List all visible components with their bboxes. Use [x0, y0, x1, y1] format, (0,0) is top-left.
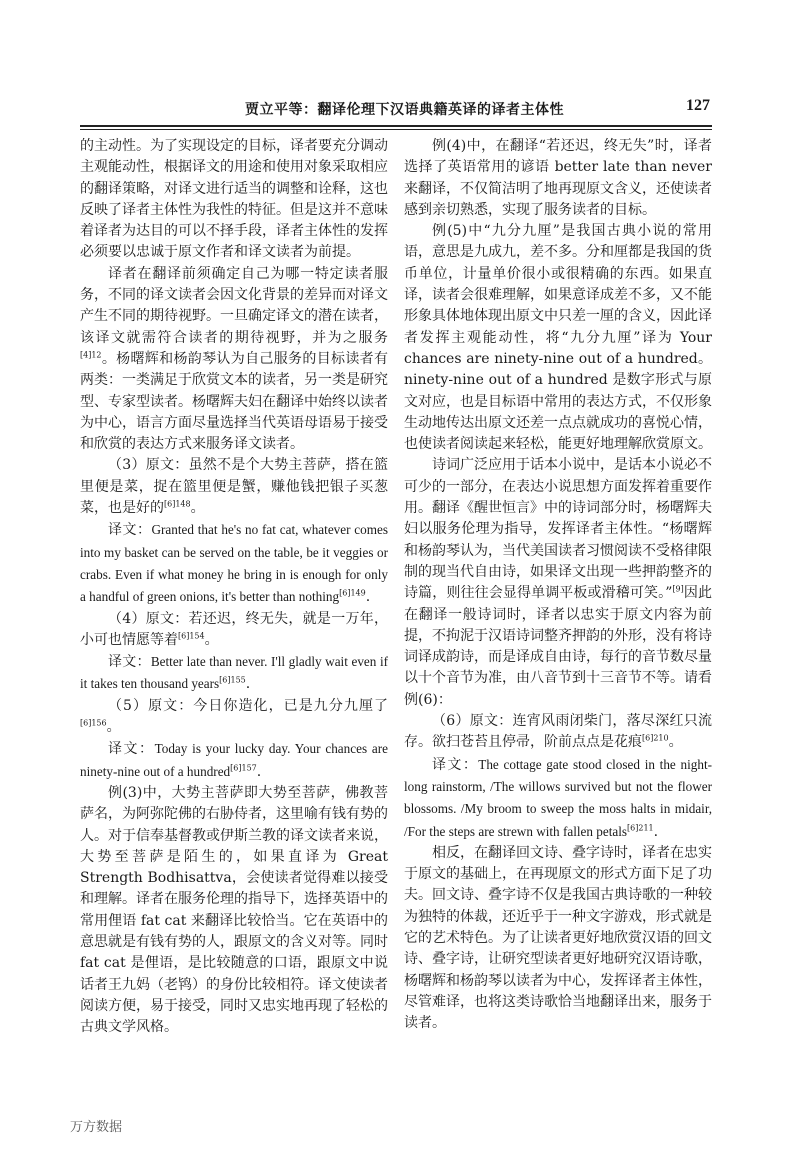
example-5-source: （5）原文：今日你造化，已是九分九厘了$^{[6]156}$。: [80, 697, 388, 736]
paragraph: 的主动性。为了实现设定的目标，译者要充分调动主观能动性，根据译文的用途和使用对象采取相应的翻译策略，对译文进行适当的调整和诠释，这也反映了译者主体性为我性的特征。但是这并不意味着译者为达目的可以不择手段，译者主体性的发挥必须要以忠诚于原文作者和译文读者为前提。: [80, 138, 388, 261]
paragraph: 相反，在翻译回文诗、叠字诗时，译者在忠实于原文的基础上，在再现原文的形式方面下足了功夫。回文诗、叠字诗不仅是我国古典诗歌的一种较为独特的体裁，还近乎于一种文字游戏，形式就是它的艺术特色。为了让读者更好地欣赏汉语的回文诗、叠字诗，让研究型读者更好地研究汉语诗歌，杨曙辉和杨韵琴以读者为中心，发挥译者主体性，尽管难译，也将这类诗歌恰当地翻译出来，服务于读者。: [404, 844, 712, 1032]
citation: [6]154: [178, 631, 205, 641]
citation: [6]148: [164, 499, 191, 509]
example-6-translation: 译文：The cottage gate stood closed in the night-long rainstorm, /The willows survived but not the flower blossoms. /My broom to sweep the moss halts in midair, /For the steps are strewn with fallen petals$^{[6]211}$.: [404, 756, 713, 840]
example-3-source: （3）原文：虽然不是个大势主菩萨，搭在篮里便是菜，捉在篮里便是蟹，赚他钱把银子买葱菜，也是好的$^{[6]148}$。: [80, 457, 388, 517]
example-5-translation: 译文：Today is your lucky day. Your chances are ninety-nine out of a hundred$^{[6]157}$.: [80, 741, 389, 780]
paragraph: 例(4)中，在翻译“若还迟，终无失”时，译者选择了英语常用的谚语 better late than never 来翻译，不仅简洁明了地再现原文含义，还使读者感到亲切熟悉，实现了服务读者的目标。: [404, 138, 712, 218]
citation: [6]156: [80, 718, 107, 728]
right-column: [404, 136, 712, 1034]
citation: [6]210: [642, 733, 669, 743]
watermark: 万方数据: [70, 1120, 123, 1135]
citation: [4]12: [80, 350, 102, 360]
citation: [6]155: [219, 675, 246, 685]
running-title: 贾立平等：翻译伦理下汉语典籍英译的译者主体性: [245, 102, 564, 118]
citation: [6]211: [627, 822, 654, 832]
running-header: [80, 94, 712, 124]
paragraph: 例(3)中，大势主菩萨即大势至菩萨，佛教菩萨名，为阿弥陀佛的右胁侍者，这里喻有钱有势的人。对于信奉基督教或伊斯兰教的译文读者来说，大势至菩萨是陌生的，如果直译为 Great Strength Bodhisattva，会使读者觉得难以接受和理解。译者在服务伦理的指导下，选择英语中的常用俚语 fat cat 来翻译比较恰当。它在英语中的意思就是有钱有势的人，跟原文的含义对等。同时 fat cat 是俚语，是比较随意的口语，跟原文中说话者王九妈（老鸨）的身份比较相符。译文使读者阅读方便，易于接受，同时又忠实地再现了轻松的古典文学风格。: [80, 784, 388, 1036]
citation: [6]149: [339, 588, 366, 598]
page-number: 127: [686, 97, 710, 114]
citation: [6]157: [230, 762, 257, 772]
example-3-translation: 译文：Granted that he's no fat cat, whatever comes into my basket can be served on the table, be it veggies or crabs. Even if what money he bring in is enough for only a handful of green onions, it's better than nothing$^{[6]149}$.: [80, 522, 389, 606]
example-4-translation: 译文：Better late than never. I'll gladly wait even if it takes ten thousand years$^{[6]155}$.: [80, 654, 388, 693]
paragraph: 译者在翻译前须确定自己为哪一特定读者服务，不同的译文读者会因文化背景的差异而对译文产生不同的期待视野。一旦确定译文的潜在读者，该译文就需符合读者的期待视野，并为之服务$^{[4]12}$。杨曙辉和杨韵琴认为自己服务的目标读者有两类：一类满足于欣赏文本的读者，另一类是研究型、专家型读者。杨曙辉夫妇在翻译中始终以读者为中心，语言方面尽量选择当代英语母语易于接受和欣赏的表达方式来服务译文读者。: [80, 265, 388, 453]
paragraph: 例(5)中“九分九厘”是我国古典小说的常用语，意思是九成九，差不多。分和厘都是我国的货币单位，计量单价很小或很精确的东西。如果直译，读者会很难理解，如果意译成差不多，又不能形象具体地体现出原文中只差一厘的含义，因此译者发挥主观能动性，将“九分九厘”译为 Your chances are ninety-nine out of a hundred。ninety-nine out of a hundred 是数字形式与原文对应，也是目标语中常用的表达方式，不仅形象生动地传达出原文还差一点点就成功的喜悦心情，也使读者阅读起来轻松，能更好地理解欣赏原文。: [404, 223, 712, 453]
paragraph: 诗词广泛应用于话本小说中，是话本小说必不可少的一部分，在表达小说思想方面发挥着重要作用。翻译《醒世恒言》中的诗词部分时，杨曙辉夫妇以服务伦理为指导，发挥译者主体性。“杨曙辉和杨韵琴认为，当代美国读者习惯阅读不受格律限制的现当代自由诗，如果译文出现一些押韵整齐的诗篇，则往往会显得单调平板或滑稽可笑。”[9]因此在翻译一般诗词时，译者以忠实于原文内容为前提，不拘泥于汉语诗词整齐押韵的外形，没有将诗词译成韵诗，而是译成自由诗，每行的音节数尽量以十个音节为准，由八音节到十三音节不等。请看例(6)：: [404, 457, 713, 708]
citation: [9]: [672, 584, 684, 594]
example-6-source: （6）原文：连宵风雨闭柴门，落尽深红只流存。欲扫苍苔且停帚，阶前点点是花痕$^{[6]210}$。: [404, 713, 712, 751]
example-4-source: （4）原文：若还迟，终无失，就是一万年，小可也情愿等着$^{[6]154}$。: [80, 610, 388, 648]
left-column: [80, 136, 388, 1038]
